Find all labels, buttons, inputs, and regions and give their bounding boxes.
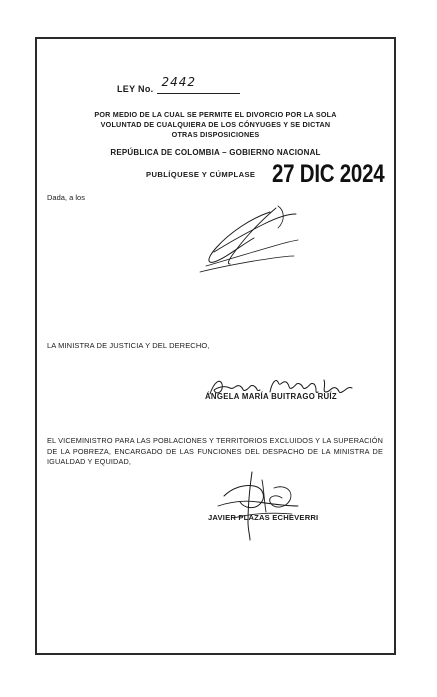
president-signature <box>190 198 310 278</box>
vice-minister-title: EL VICEMINISTRO PARA LAS POBLACIONES Y TERRITORIOS EXCLUIDOS Y LA SUPERACIÓN DE LA POBREZA, ENCARGADO DE LAS FUNCIONES DEL DESPACHO DE LA MINISTRA DE IGUALDAD Y EQUIDAD, <box>47 436 383 466</box>
given-text: Dada, a los <box>47 193 85 202</box>
minister-title: LA MINISTRA DE JUSTICIA Y DEL DERECHO, <box>47 341 210 350</box>
law-number-line <box>117 75 240 94</box>
date-stamp: 27 DIC 2024 <box>272 160 385 188</box>
law-title-line-1: POR MEDIO DE LA CUAL SE PERMITE EL DIVORCIO POR LA SOLA <box>94 110 337 119</box>
vice-minister-signature <box>214 466 304 546</box>
republic-heading: REPÚBLICA DE COLOMBIA – GOBIERNO NACIONAL <box>110 148 321 157</box>
vice-minister-name: JAVIER PLAZAS ECHEVERRI <box>208 513 319 522</box>
law-label: LEY No. <box>117 84 154 94</box>
law-number: 2442 <box>161 75 196 89</box>
law-title-line-3: OTRAS DISPOSICIONES <box>171 130 260 139</box>
publication-label: PUBLÍQUESE Y CÚMPLASE <box>146 170 256 179</box>
law-title-line-2: VOLUNTAD DE CUALQUIERA DE LOS CÓNYUGES Y SE DICTAN <box>100 120 331 129</box>
minister-name: ÁNGELA MARÍA BUITRAGO RUÍZ <box>205 392 337 401</box>
law-title <box>40 110 391 140</box>
law-number-field <box>157 75 240 94</box>
